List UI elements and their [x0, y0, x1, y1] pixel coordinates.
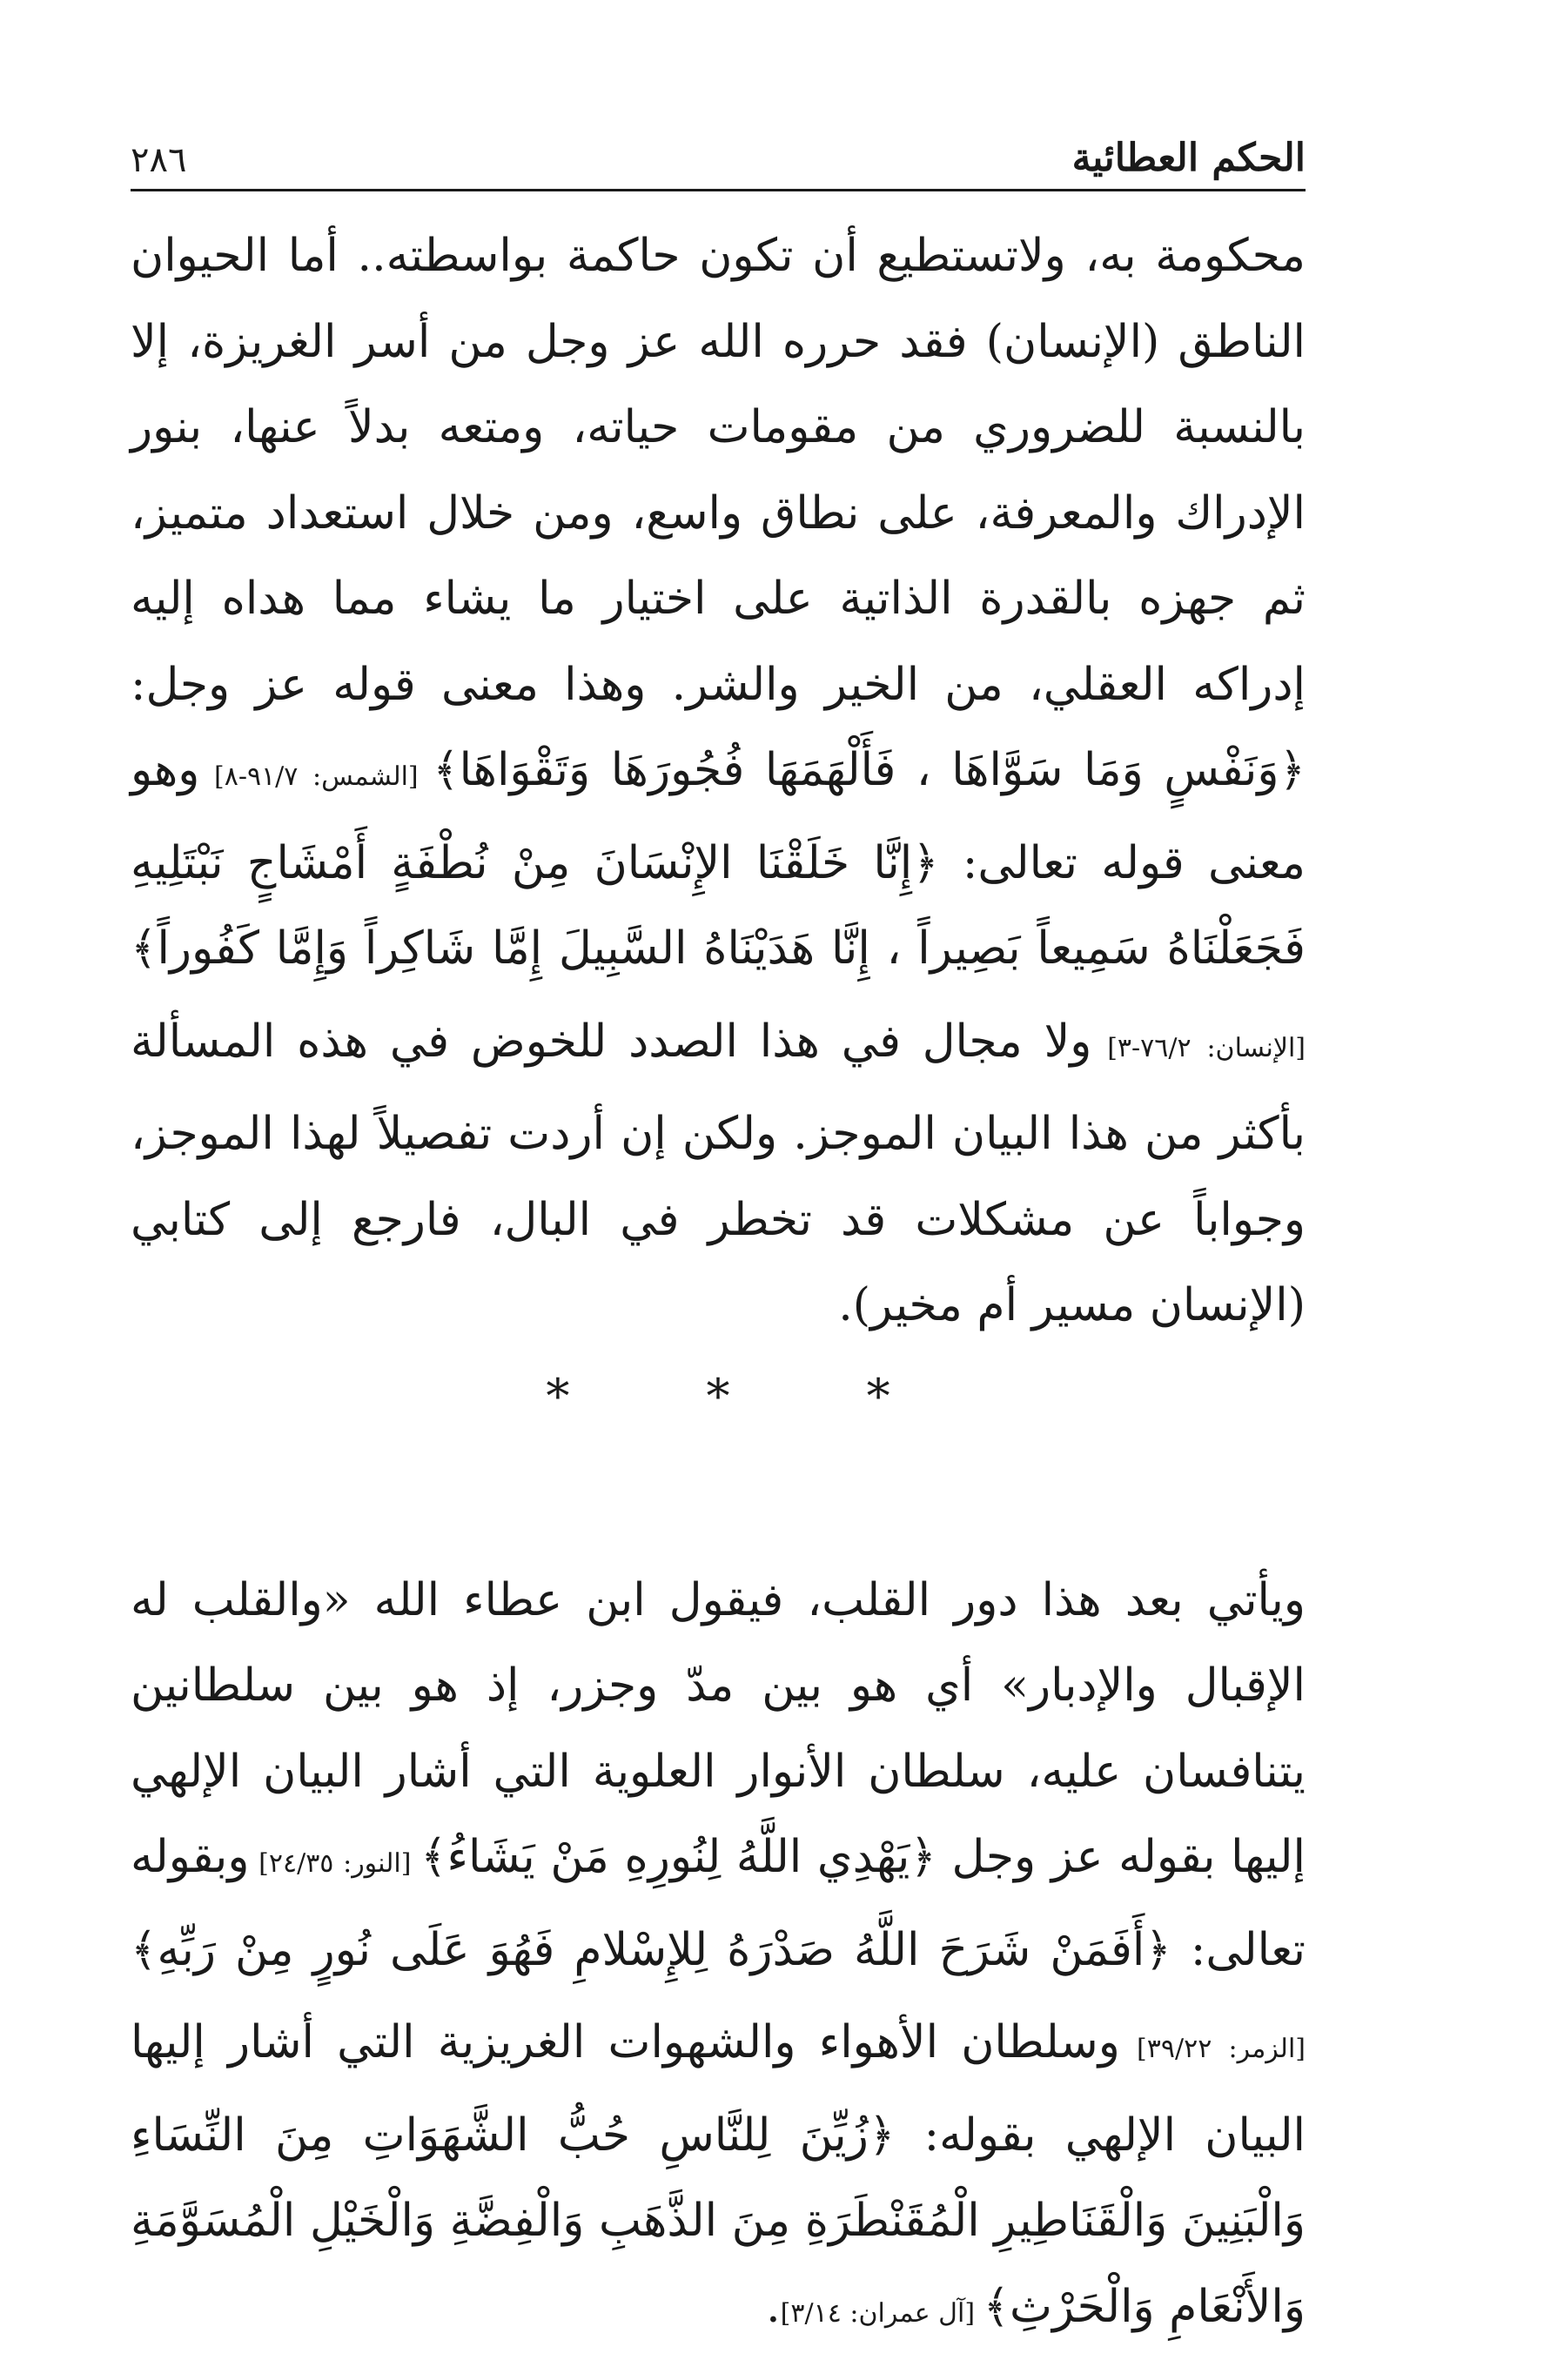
paragraph-2-text-3: وسلطان الأهواء والشهوات الغريزية التي أشار إليها البيان الإلهي بقوله:: [131, 2016, 1306, 2162]
page-body: [131, 213, 1306, 2357]
paragraph-1-text-1: محكومة به، ولاتستطيع أن تكون حاكمة بواسطته.. أما الحيوان الناطق (الإنسان) فقد حرره الله عز وجل من أسر الغريزة، إلا بالنسبة للضروري من مقومات حياته، ومتعه بدلاً عنها، بنور الإدراك والمعرفة، على نطاق واسع، ومن خلال استعداد متميز، ثم جهزه بالقدرة الذاتية على اختيار ما يشاء مما هداه إليه إدراكه العقلي، من الخير والشر. وهذا معنى قوله عز وجل:: [131, 230, 1306, 711]
quran-quote: ﴿أَفَمَنْ شَرَحَ اللَّهُ صَدْرَهُ لِلإِسْلامِ فَهُوَ عَلَى نُورٍ مِنْ رَبِّهِ﴾: [131, 1923, 1171, 1976]
paragraph-2-text-2: وبقوله تعالى:: [131, 1831, 1306, 1976]
paragraph-1-text-3: ولا مجال في هذا الصدد للخوض في هذه المسألة بأكثر من هذا البيان الموجز. ولكن إن أردت تفصيلاً لهذا الموجز، وجواباً عن مشكلات قد تخطر في البال، فارجع إلى كتابي (الإنسان مسير أم مخير).: [131, 1015, 1306, 1331]
quran-quote: ﴿إِنَّا خَلَقْنَا الإِنْسَانَ مِنْ نُطْفَةٍ أَمْشَاجٍ نَبْتَلِيهِ فَجَعَلْنَاهُ سَمِيعاً بَصِيراً ، إِنَّا هَدَيْنَاهُ السَّبِيلَ إِمَّا شَاكِراً وَإِمَّا كَفُوراً﴾: [131, 836, 1306, 975]
book-title: الحكم العطائية: [1071, 136, 1306, 180]
paragraph-1: [131, 213, 1306, 1349]
quran-quote: ﴿يَهْدِي اللَّهُ لِنُورِهِ مَنْ يَشَاءُ﴾: [420, 1831, 936, 1883]
page-number: ٢٨٦: [131, 140, 187, 180]
quran-reference: [الزمر: ٣٩/٢٢]: [1119, 2034, 1306, 2064]
quran-reference: [النور: ٢٤/٣٥]: [249, 1848, 421, 1879]
book-page: [131, 131, 1306, 2333]
quran-quote: ﴿زُيِّنَ لِلنَّاسِ حُبُّ الشَّهَوَاتِ مِنَ النِّسَاءِ وَالْبَنِينَ وَالْقَنَاطِيرِ الْمُقَنْطَرَةِ مِنَ الذَّهَبِ وَالْفِضَّةِ وَالْخَيْلِ الْمُسَوَّمَةِ وَالأَنْعَامِ وَالْحَرْثِ﴾: [131, 2108, 1306, 2333]
quran-quote: ﴿وَنَفْسٍ وَمَا سَوَّاهَا ، فَأَلْهَمَهَا فُجُورَهَا وَتَقْوَاهَا﴾: [433, 744, 1306, 796]
spacer: [131, 1479, 1306, 1558]
quran-reference: [آل عمران: ٣/١٤]: [780, 2297, 983, 2329]
paragraph-2: [131, 1558, 1306, 2357]
page-header: [131, 131, 1306, 191]
paragraph-2-text-4: .: [766, 2280, 781, 2333]
section-separator: * * *: [546, 1368, 890, 1424]
paragraph-1-text-2: وهو معنى قوله تعالى:: [131, 744, 1306, 889]
quran-reference: [الشمس: ٩١/٧-٨]: [199, 761, 433, 792]
quran-reference: [الإنسان: ٧٦/٢-٣]: [1091, 1032, 1306, 1063]
paragraph-2-text-1: ويأتي بعد هذا دور القلب، فيقول ابن عطاء الله «والقلب له الإقبال والإدبار» أي هو بين مدّ وجزر، إذ هو بين سلطانين يتنافسان عليه، سلطان الأنوار العلوية التي أشار البيان الإلهي إليها بقوله عز وجل: [131, 1573, 1306, 1883]
